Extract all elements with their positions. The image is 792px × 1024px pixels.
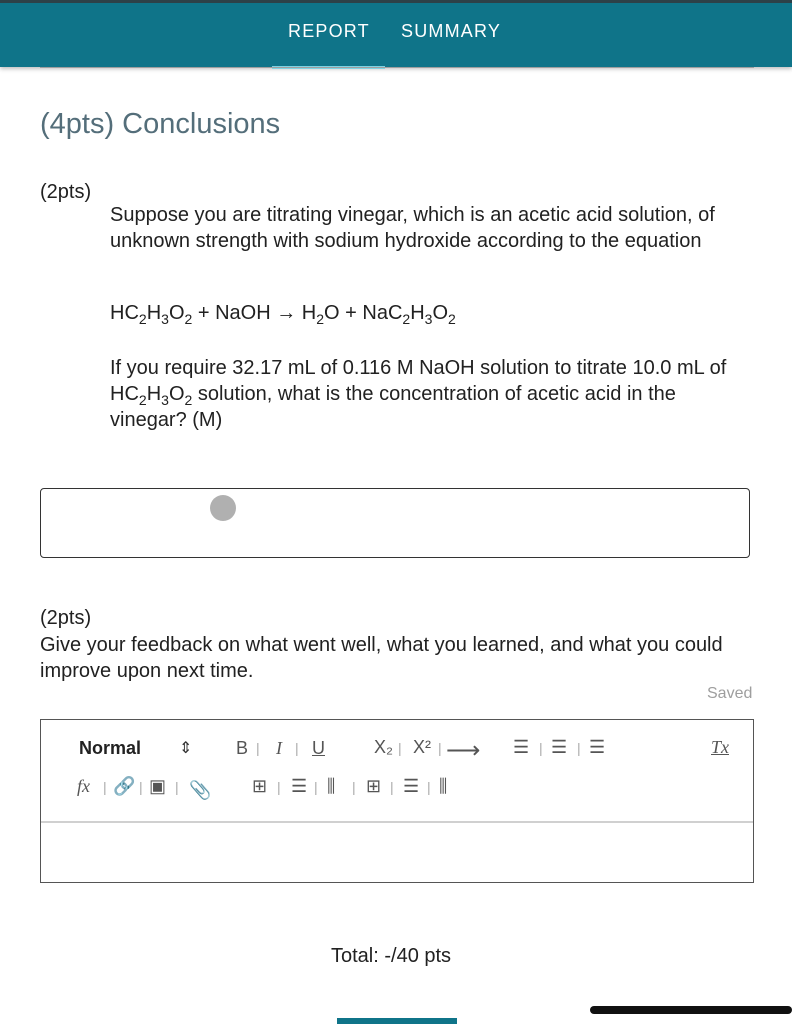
toolbar-separator: |: [256, 740, 260, 756]
toolbar-separator: |: [295, 740, 299, 756]
eq-plus2: +: [339, 302, 363, 324]
eq-arrow: →: [270, 302, 302, 324]
feedback-editor: [40, 719, 754, 883]
delete-column-icon[interactable]: ⫼: [439, 776, 448, 796]
toolbar-separator: |: [314, 779, 318, 795]
toolbar-separator: |: [175, 779, 179, 795]
saved-status: Saved: [707, 685, 753, 702]
superscript-button[interactable]: X²: [413, 737, 431, 757]
toolbar-separator: |: [390, 779, 394, 795]
italic-button[interactable]: I: [276, 738, 282, 758]
question1-text: Suppose you are titrating vinegar, which is an acetic acid solution, of unknown strength with sodium hydroxide according to the equation: [110, 204, 715, 252]
toolbar-separator: |: [352, 779, 356, 795]
table-column-icon[interactable]: ⫼: [327, 776, 336, 796]
tab-report[interactable]: REPORT: [288, 21, 370, 41]
question1-prompt: If you require 32.17 mL of 0.116 M NaOH solution to titrate 10.0 mL of $HC_2H_3O_2$ solution, what is the concentration of acetic acid in the vinegar? (M): [110, 357, 727, 431]
tab-summary[interactable]: SUMMARY: [401, 21, 502, 41]
toolbar-separator: |: [398, 740, 402, 756]
toolbar-separator: |: [427, 779, 431, 795]
unordered-list-icon[interactable]: ☰: [551, 737, 568, 757]
total-score: Total: -/40 pts: [331, 945, 452, 967]
align-icon[interactable]: ☰: [589, 737, 606, 757]
top-navigation-bar: [0, 0, 792, 67]
format-select[interactable]: Normal: [79, 738, 142, 758]
eq-reactant2: NaOH: [215, 302, 271, 324]
toolbar-separator: |: [539, 740, 543, 756]
answer-input[interactable]: [40, 488, 750, 558]
eq-plus1: +: [192, 302, 216, 324]
arrow-icon[interactable]: ⟶: [446, 737, 481, 764]
question1-points: (2pts): [40, 181, 92, 203]
submit-button[interactable]: [337, 1018, 457, 1024]
question2-points: (2pts): [40, 607, 92, 629]
eq-reactant1: $HC_2H_3O_2$: [110, 302, 193, 327]
toolbar-separator: |: [438, 740, 442, 756]
ordered-list-icon[interactable]: ☰: [513, 737, 530, 757]
chemical-equation: [110, 302, 456, 327]
format-select-arrow-icon[interactable]: ⇕: [179, 740, 193, 757]
touch-cursor-indicator: [210, 495, 236, 521]
toolbar-separator: |: [139, 779, 143, 795]
subscript-button[interactable]: X₂: [374, 737, 393, 757]
attachment-icon[interactable]: 📎: [189, 780, 212, 800]
clear-format-icon[interactable]: Tx: [711, 737, 729, 757]
eq-product2: $NaC_2H_3O_2$: [362, 302, 456, 327]
link-icon[interactable]: 🔗: [113, 776, 136, 796]
table-icon[interactable]: ⊞: [252, 776, 268, 796]
header-divider: [40, 67, 754, 68]
formula-icon[interactable]: fx: [77, 776, 90, 796]
delete-row-icon[interactable]: ☰: [403, 776, 420, 796]
toolbar-separator: |: [577, 740, 581, 756]
image-icon[interactable]: ▣: [149, 776, 167, 796]
table-row-icon[interactable]: ☰: [291, 776, 308, 796]
home-indicator[interactable]: [590, 1006, 792, 1014]
section-title: (4pts) Conclusions: [40, 108, 281, 140]
question2-text: Give your feedback on what went well, what you learned, and what you could improve upon next time.: [40, 634, 723, 682]
delete-table-icon[interactable]: ⊞: [366, 776, 382, 796]
toolbar-separator: |: [277, 779, 281, 795]
toolbar-separator: |: [103, 779, 107, 795]
bold-button[interactable]: B: [236, 738, 249, 758]
underline-button[interactable]: U: [312, 738, 325, 758]
feedback-text-area[interactable]: [41, 823, 753, 881]
eq-product1: $H_2O$: [301, 302, 340, 327]
